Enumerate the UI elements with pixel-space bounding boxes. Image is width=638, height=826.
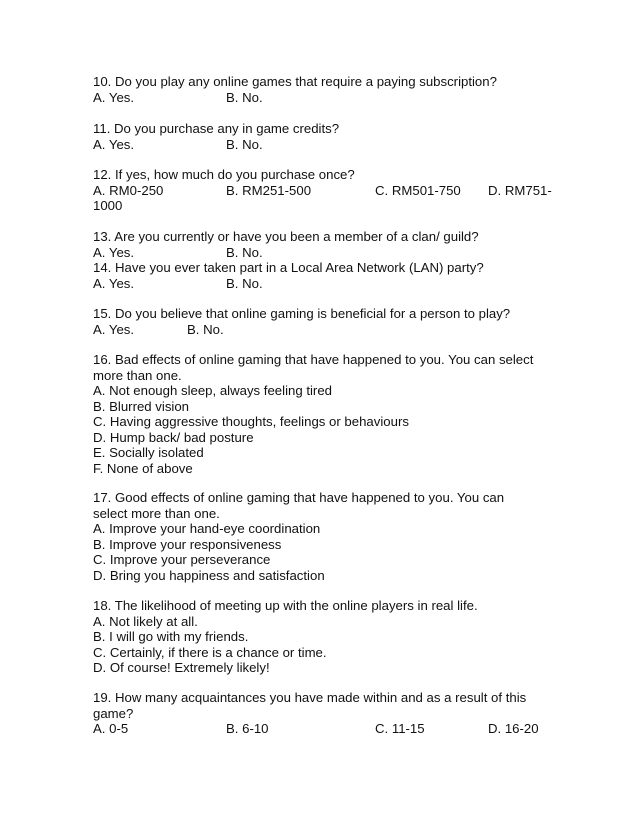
question-16-option-e: E. Socially isolated bbox=[93, 445, 204, 460]
question-17-text-line2: select more than one. bbox=[93, 505, 220, 521]
question-16-text-line2: more than one. bbox=[93, 367, 182, 383]
question-19-text-line2: game? bbox=[93, 705, 134, 721]
question-16-option-d: D. Hump back/ bad posture bbox=[93, 429, 254, 445]
question-12-option-d-continued: 1000 bbox=[93, 198, 123, 213]
question-14 bbox=[93, 260, 573, 291]
question-12-option-a: A. RM0-250 bbox=[93, 182, 164, 198]
question-10-text: 10. Do you play any online games that require a paying subscription? bbox=[93, 74, 497, 89]
question-16-option-a: A. Not enough sleep, always feeling tired bbox=[93, 383, 332, 398]
question-19 bbox=[93, 690, 573, 737]
question-18-option-b: B. I will go with my friends. bbox=[93, 629, 249, 644]
question-13-option-b: B. No. bbox=[226, 244, 263, 260]
question-17-option-a: A. Improve your hand-eye coordination bbox=[93, 521, 321, 536]
question-16 bbox=[93, 352, 573, 476]
question-12-text: 12. If yes, how much do you purchase once? bbox=[93, 167, 355, 182]
question-11-option-a: A. Yes. bbox=[93, 136, 135, 152]
question-11 bbox=[93, 121, 573, 152]
question-19-text-line1: 19. How many acquaintances you have made within and as a result of this bbox=[93, 690, 527, 705]
question-16-text-line1: 16. Bad effects of online gaming that have happened to you. You can select bbox=[93, 352, 534, 367]
question-18-option-c: C. Certainly, if there is a chance or time. bbox=[93, 644, 327, 660]
question-17-option-b: B. Improve your responsiveness bbox=[93, 536, 282, 552]
question-12-option-d: D. RM751- bbox=[488, 182, 552, 198]
question-16-option-b: B. Blurred vision bbox=[93, 398, 190, 414]
question-14-option-a: A. Yes. bbox=[93, 275, 135, 291]
question-12-option-b: B. RM251-500 bbox=[226, 182, 312, 198]
question-18 bbox=[93, 598, 573, 676]
question-17 bbox=[93, 490, 573, 583]
question-19-option-d: D. 16-20 bbox=[488, 721, 539, 736]
question-15-option-a: A. Yes. bbox=[93, 321, 135, 337]
question-16-option-f: F. None of above bbox=[93, 460, 193, 476]
question-10 bbox=[93, 74, 573, 105]
question-19-option-b: B. 6-10 bbox=[226, 721, 269, 736]
question-15-text: 15. Do you believe that online gaming is beneficial for a person to play? bbox=[93, 306, 511, 321]
question-17-option-c: C. Improve your perseverance bbox=[93, 552, 271, 567]
question-15-option-b: B. No. bbox=[187, 321, 224, 337]
question-13-option-a: A. Yes. bbox=[93, 244, 135, 260]
question-12-option-c: C. RM501-750 bbox=[375, 182, 461, 198]
question-13 bbox=[93, 229, 573, 260]
question-12 bbox=[93, 167, 573, 214]
question-13-text: 13. Are you currently or have you been a member of a clan/ guild? bbox=[93, 229, 479, 244]
question-16-option-c: C. Having aggressive thoughts, feelings or behaviours bbox=[93, 414, 409, 429]
question-14-text: 14. Have you ever taken part in a Local Area Network (LAN) party? bbox=[93, 260, 484, 275]
question-19-option-c: C. 11-15 bbox=[375, 721, 425, 736]
question-15 bbox=[93, 306, 573, 337]
question-18-text: 18. The likelihood of meeting up with the online players in real life. bbox=[93, 598, 478, 613]
question-17-text-line1: 17. Good effects of online gaming that have happened to you. You can bbox=[93, 490, 505, 505]
question-11-text: 11. Do you purchase any in game credits? bbox=[93, 121, 340, 136]
question-18-option-d: D. Of course! Extremely likely! bbox=[93, 660, 270, 675]
question-14-option-b: B. No. bbox=[226, 275, 263, 291]
question-19-option-a: A. 0-5 bbox=[93, 721, 129, 736]
question-11-option-b: B. No. bbox=[226, 136, 263, 152]
question-10-option-a: A. Yes. bbox=[93, 89, 135, 105]
question-17-option-d: D. Bring you happiness and satisfaction bbox=[93, 567, 325, 583]
question-18-option-a: A. Not likely at all. bbox=[93, 613, 198, 629]
question-10-option-b: B. No. bbox=[226, 89, 263, 105]
